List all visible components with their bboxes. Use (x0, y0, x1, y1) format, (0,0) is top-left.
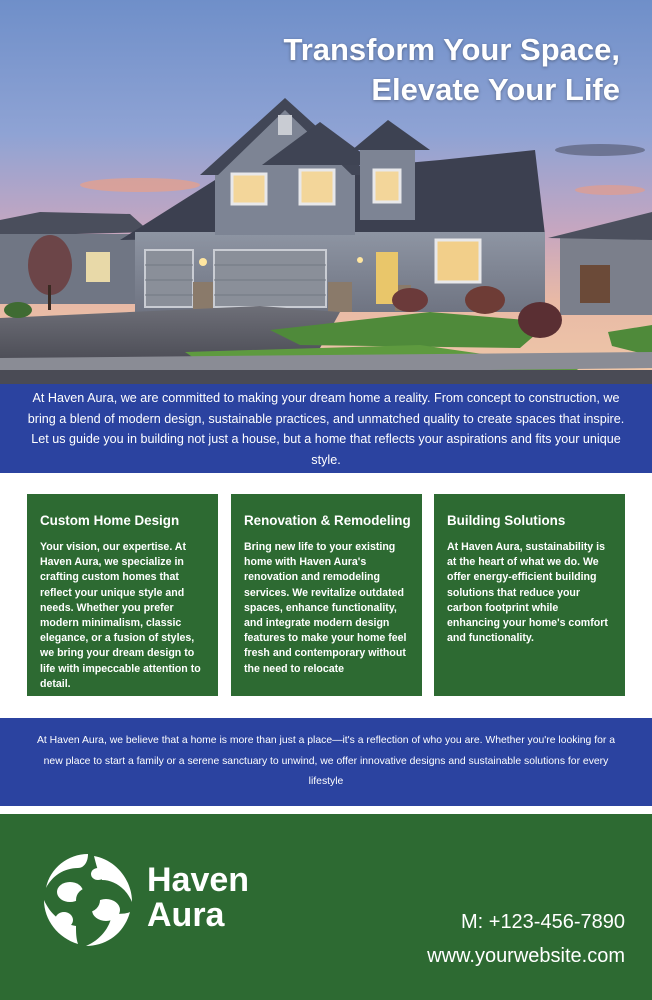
brand-name-line-1: Haven (147, 861, 250, 899)
service-card-text: Bring new life to your existing home with Haven Aura's renovation and remodeling services. We revitalize outdated spaces, enhance functionality, and integrate modern design features to make your home feel fresh and contemporary without the need to relocate (244, 541, 407, 675)
haven-aura-logo-icon (40, 850, 136, 948)
hero-headline-line-2: Elevate Your Life (371, 72, 620, 107)
service-card-title: Renovation & Remodeling (244, 513, 411, 528)
service-card-text: At Haven Aura, sustainability is at the heart of what we do. We offer energy-efficient building solutions that reduce your carbon footprint while enhancing your home's comfort and functionality. (447, 541, 608, 645)
hero-headline (283, 30, 620, 110)
service-card-text: Your vision, our expertise. At Haven Aura, we specialize in crafting custom homes that reflect your unique style and needs. Whether you prefer modern minimalism, classic elegance, or a fusion of styles, we bring your dream design to life with impeccable attention to detail. (40, 541, 201, 690)
service-card-renovation (231, 494, 422, 696)
brand-name (147, 863, 249, 933)
hero-headline-line-1: Transform Your Space, (283, 32, 620, 67)
intro-text: At Haven Aura, we are committed to making your dream home a reality. From concept to construction, we bring a blend of modern design, sustainable practices, and unmatched quality to create spaces that inspire. Let us guide you in building not just a house, but a home that reflects your aspirations and fits your unique style. (27, 391, 625, 467)
service-card-custom-home-design (27, 494, 218, 696)
belief-text: At Haven Aura, we believe that a home is more than just a place—it's a reflection of who you are. Whether you're looking for a new place to start a family or a serene sanctuary to unwind, we offer innovative designs and sustainable solutions for every lifestyle (36, 735, 616, 788)
intro-band (0, 384, 652, 473)
service-card-title: Custom Home Design (40, 513, 180, 528)
services-section (0, 494, 652, 696)
hero-section (0, 0, 652, 384)
phone-number: M: +123-456-7890 (460, 911, 625, 933)
service-card-title: Building Solutions (447, 513, 566, 528)
service-card-building-solutions (434, 494, 625, 696)
brand-name-line-2: Aura (147, 896, 225, 934)
website-url[interactable]: www.yourwebsite.com (427, 945, 625, 967)
footer (0, 814, 652, 1000)
belief-band (0, 718, 652, 806)
